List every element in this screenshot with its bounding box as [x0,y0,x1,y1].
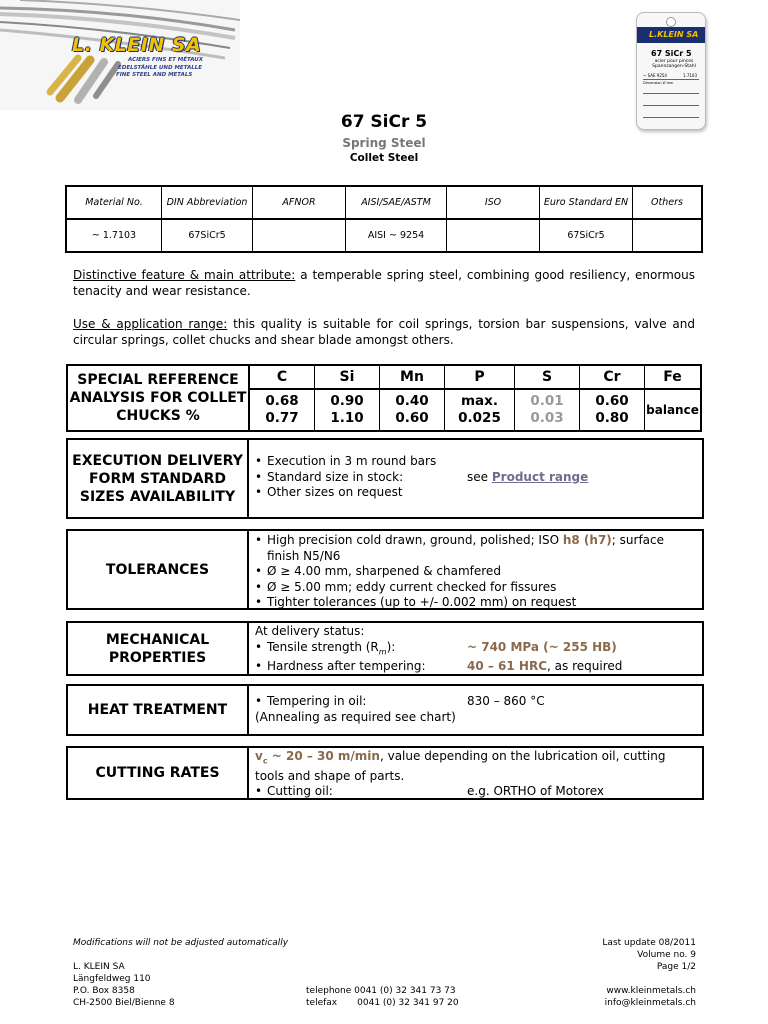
execution-item-2: Standard size in stock: [267,469,404,484]
element-min: max. [460,393,498,409]
element-min: 0.90 [330,393,364,409]
list-item [255,595,696,611]
execution-item-1: Execution in 3 m round bars [267,454,437,468]
list-item [255,580,696,596]
see-text: see [467,469,489,484]
element-min: 0.60 [595,393,629,409]
tolerances-item-1 [267,533,696,564]
list-item [255,694,696,710]
tag-hole [666,17,676,27]
designation-header-row [66,186,702,219]
heat-label: HEAT TREATMENT [68,686,249,734]
value-euro: 67SiCr5 [540,219,633,252]
tempering-label: Tempering in oil: [267,694,367,708]
element-balance: balance [645,389,702,431]
element-range [445,389,515,431]
analysis-header-row [67,365,701,389]
footer-street: Längfeldweg 110 [73,974,151,984]
element-min: 0.68 [265,393,299,409]
element-range [380,389,445,431]
header-material-no: Material No. [66,186,162,219]
analysis-table [66,364,702,432]
header-iso: ISO [447,186,540,219]
hardness-value: 40 – 61 HRC [467,659,548,674]
element-symbol: Fe [645,365,702,389]
footer-note: Modifications will not be adjusted automatically [73,938,289,948]
use-paragraph [73,316,695,348]
footer-telephone: telephone 0041 (0) 32 341 73 73 [306,986,456,996]
execution-label: EXECUTION DELIVERY FORM STANDARD SIZES AVAILABILITY [68,440,249,517]
element-symbol: Mn [380,365,445,389]
list-item [255,485,696,501]
bullet-icon: • [255,469,263,484]
footer-email-link[interactable]: info@kleinmetals.ch [604,998,696,1008]
use-text: this quality is suitable for coil springs, torsion bar suspensions, valve and circular springs, collet chucks and shear blade amongst others. [73,317,695,347]
mechanical-label: MECHANICAL PROPERTIES [68,623,249,674]
hardness-suffix: , as required [547,659,623,674]
bullet-icon: • [255,784,263,799]
mechanical-intro: At delivery status: [255,624,365,638]
logo-line-french: ACIERS FINS ET MÉTAUX [128,57,204,63]
page-subsubtitle: Collet Steel [349,152,419,164]
element-max: 0.77 [265,410,299,426]
header-others: Others [633,186,703,219]
vc-text: , value depending on the lubrication oil, cutting tools and shape of parts. [255,749,666,783]
value-material-no: ~ 1.7103 [66,219,162,252]
value-din: 67SiCr5 [162,219,253,252]
list-item [255,470,696,486]
analysis-label: SPECIAL REFERENCE ANALYSIS FOR COLLET CHUCKS % [67,365,249,431]
cutting-label: CUTTING RATES [68,748,249,798]
element-range [580,389,645,431]
tolerances-section [66,529,704,610]
bullet-icon: • [255,639,263,654]
footer-telefax: telefax 0041 (0) 32 341 97 20 [306,998,459,1008]
tolerances-content [249,531,702,608]
bullet-icon: • [255,564,263,578]
element-max: 0.03 [530,410,564,426]
element-range [515,389,580,431]
tolerances-item-1a: High precision cold drawn, ground, polished; ISO [267,533,563,547]
bullet-icon: • [255,595,263,609]
footer-web-link[interactable]: www.kleinmetals.ch [606,986,696,996]
bullet-icon: • [255,694,263,708]
list-item [255,454,696,470]
annealing-note: (Annealing as required see chart) [255,709,456,724]
list-item [255,659,696,675]
tolerances-label: TOLERANCES [68,531,249,608]
element-max: 0.80 [595,410,629,426]
hardness-value-group [467,659,622,675]
use-label: Use & application range: [73,317,228,331]
tag-row2: Dimension Ø mm [643,81,674,85]
tag-grade: 67 SiCr 5 [651,49,692,58]
bullet-icon: • [255,533,263,547]
vc-value: ~ 20 – 30 m/min [267,749,380,763]
execution-section [66,438,704,519]
list-item [255,564,696,580]
footer-city: CH-2500 Biel/Bienne 8 [73,998,175,1008]
list-item [255,784,696,800]
tensile-label [267,640,395,660]
feature-paragraph [73,267,695,299]
cutting-speed [255,749,696,784]
value-aisi: AISI ~ 9254 [346,219,447,252]
logo-line-english: FINE STEEL AND METALS [116,72,193,78]
cutting-content [249,748,702,798]
footer-volume: Volume no. 9 [637,950,696,960]
tag-description: acier pour pinces Spannzangen-Stahl [652,59,696,69]
element-range [315,389,380,431]
hardness-label: Hardness after tempering: [267,659,426,674]
company-logo [0,0,240,110]
tag-band [637,27,705,43]
oil-label: Cutting oil: [267,784,333,799]
bullet-icon: • [255,485,263,499]
element-symbol: S [515,365,580,389]
page-subtitle: Spring Steel [342,136,426,150]
value-afnor [253,219,346,252]
logo-brand-text: L. KLEIN SA [72,34,202,56]
cutting-section [66,746,704,800]
footer-page: Page 1/2 [656,962,696,972]
logo-line-german: EDELSTÄHLE UND METALLE [118,65,203,71]
element-max: 0.60 [395,410,429,426]
list-item [255,533,696,564]
tensile-sub: m [378,646,387,656]
tag-row1-right: 1.7103 [683,73,697,78]
designation-table [65,185,703,253]
footer-company: L. KLEIN SA [73,962,125,972]
bullet-icon: • [255,579,263,594]
mechanical-content [249,623,702,674]
element-max: 0.025 [458,410,501,426]
heat-section [66,684,704,736]
tag-line [643,93,699,94]
tensile-value: ~ 740 MPa (~ 255 HB) [467,639,617,654]
tolerances-item-4: Tighter tolerances (up to +/- 0.002 mm) on request [267,595,577,609]
bullet-icon: • [255,659,263,674]
tensile-label-end: ): [386,639,396,654]
value-others [633,219,703,252]
footer-update: Last update 08/2011 [602,938,696,948]
element-range [249,389,315,431]
tag-line [643,105,699,106]
footer-pobox: P.O. Box 8358 [73,986,135,996]
mechanical-section [66,621,704,676]
header-euro: Euro Standard EN [540,186,633,219]
tensile-label-text: Tensile strength (R [267,639,379,654]
heat-content [249,686,702,734]
designation-value-row [66,219,702,252]
list-item [255,640,696,660]
tolerances-item-2: Ø ≥ 4.00 mm, sharpened & chamfered [267,564,501,578]
oil-value: e.g. ORTHO of Motorex [467,784,605,799]
tolerances-item-1c: ; surface finish N5/N6 [267,533,665,563]
execution-content [249,440,702,517]
element-symbol: Cr [580,365,645,389]
element-max: 1.10 [330,410,364,426]
element-symbol: Si [315,365,380,389]
header-aisi: AISI/SAE/ASTM [346,186,447,219]
vc-symbol: v [255,749,263,763]
tag-line [643,79,699,80]
value-iso [447,219,540,252]
tempering-value: 830 – 860 °C [467,694,545,708]
header-afnor: AFNOR [253,186,346,219]
element-min: 0.40 [395,393,429,409]
bullet-icon: • [255,454,263,468]
vc-sub: c [262,756,268,766]
feature-label: Distinctive feature & main attribute: [73,268,296,282]
tag-row1-left: ~ SAE 9254 [643,73,667,78]
execution-see [467,470,588,486]
product-range-link[interactable]: Product range [491,469,589,484]
page-title: 67 SiCr 5 [340,112,428,132]
execution-item-3: Other sizes on request [267,485,403,499]
tolerances-item-3: Ø ≥ 5.00 mm; eddy current checked for fissures [267,579,557,594]
header-din: DIN Abbreviation [162,186,253,219]
element-symbol: C [249,365,315,389]
feature-text: a temperable spring steel, combining good resiliency, enormous tenacity and wear resistance. [73,268,695,298]
element-min: 0.01 [530,393,564,409]
element-symbol: P [445,365,515,389]
iso-grade: h8 (h7) [562,533,612,547]
tag-brand: L.KLEIN SA [649,30,699,39]
